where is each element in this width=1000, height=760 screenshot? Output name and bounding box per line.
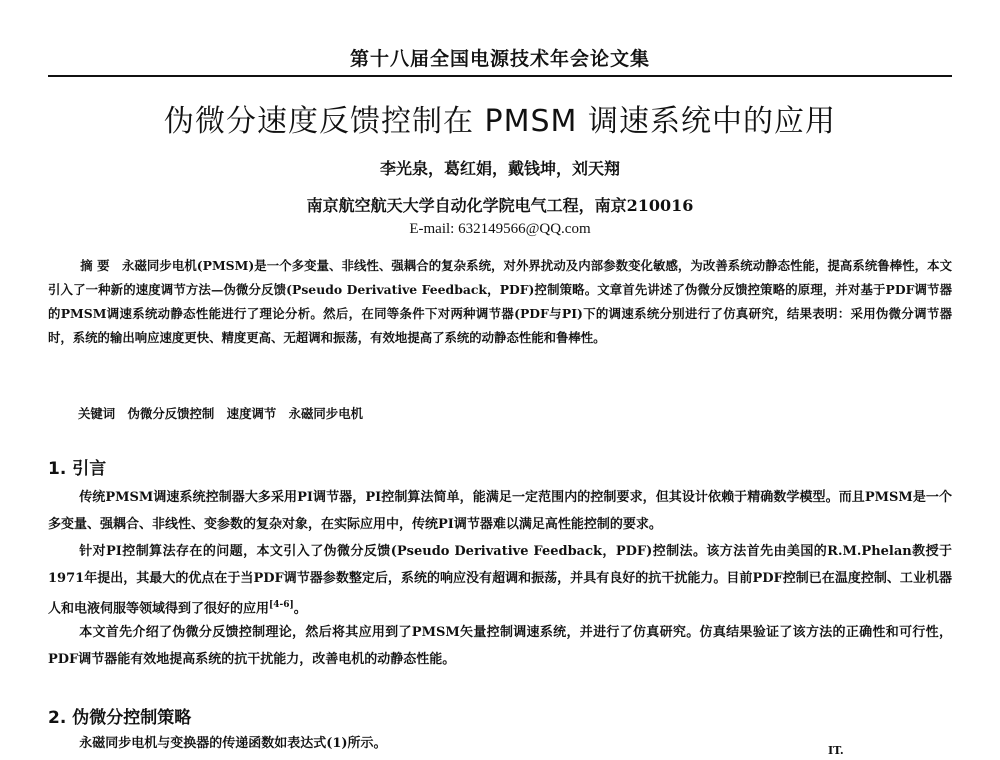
abstract-label: 摘 要 <box>80 258 110 273</box>
abstract-text: 永磁同步电机(PMSM)是一个多变量、非线性、强耦合的复杂系统，对外界扰动及内部参数变化敏感，为改善系统动静态性能，提高系统鲁棒性，本文引入了一种新的速度调节方法—伪微分反馈(Pseudo Derivative Feedback，PDF)控制策略。文章首先讲述了伪微分反馈控策略的原理，并对基于PDF调节器的PMSM调速系统动静态性能进行了理论分析。然后，在同等条件下对两种调节器(PDF与PI)下的调速系统分别进行了仿真研究，结果表明：采用伪微分调节器时，系统的输出响应速度更快、精度更高、无超调和振荡，有效地提高了系统的动静态性能和鲁棒性。 <box>48 258 952 345</box>
section-1-paragraph-1: 传统PMSM调速系统控制器大多采用PI调节器，PI控制算法简单，能满足一定范围内的控制要求，但其设计依赖于精确数学模型。而且PMSM是一个多变量、强耦合、非线性、变参数的复杂对象，在实际应用中，传统PI调节器难以满足高性能控制的要求。 <box>48 490 952 532</box>
running-head: 第十八届全国电源技术年会论文集 <box>349 48 650 70</box>
section-2-heading: 2. 伪微分控制策略 <box>48 708 192 728</box>
citation: [4-6] <box>269 600 294 610</box>
paragraph-text: 针对PI控制算法存在的问题，本文引入了伪微分反馈(Pseudo Derivative Feedback，PDF)控制法。该方法首先由美国的R.M.Phelan教授于1971年提出，其最大的优点在于当PDF调节器参数整定后，系统的响应没有超调和振荡，并具有良好的抗干扰能力。目前PDF控制已在温度控制、工业机器人和电液伺服等领域得到了很好的应用 <box>48 544 952 617</box>
keywords <box>78 404 948 422</box>
paper-title: 伪微分速度反馈控制在 PMSM 调速系统中的应用 <box>164 104 836 139</box>
keywords-label: 关键词 <box>78 406 116 421</box>
paragraph-end: 。 <box>293 601 307 617</box>
header-rule <box>48 75 952 77</box>
affiliation: 南京航空航天大学自动化学院电气工程，南京210016 <box>306 196 694 215</box>
section-1-heading: 1. 引言 <box>48 459 107 479</box>
section-1-paragraph-2 <box>48 538 952 622</box>
keywords-text: 伪微分反馈控制 速度调节 永磁同步电机 <box>127 406 363 421</box>
abstract <box>48 254 952 350</box>
author-list: 李光泉，葛红娟，戴钱坤，刘天翔 <box>379 159 620 178</box>
section-1-paragraph-3: 本文首先介绍了伪微分反馈控制理论，然后将其应用到了PMSM矢量控制调速系统，并进行了仿真研究。仿真结果验证了该方法的正确性和可行性，PDF调节器能有效地提高系统的抗干扰能力，改善电机的动静态性能。 <box>48 625 952 667</box>
section-2-paragraph-1: 永磁同步电机与变换器的传递函数如表达式(1)所示。 <box>79 736 387 751</box>
author-email: E-mail: 632149566@QQ.com <box>409 221 591 237</box>
marginal-mark: IT. <box>828 744 844 757</box>
